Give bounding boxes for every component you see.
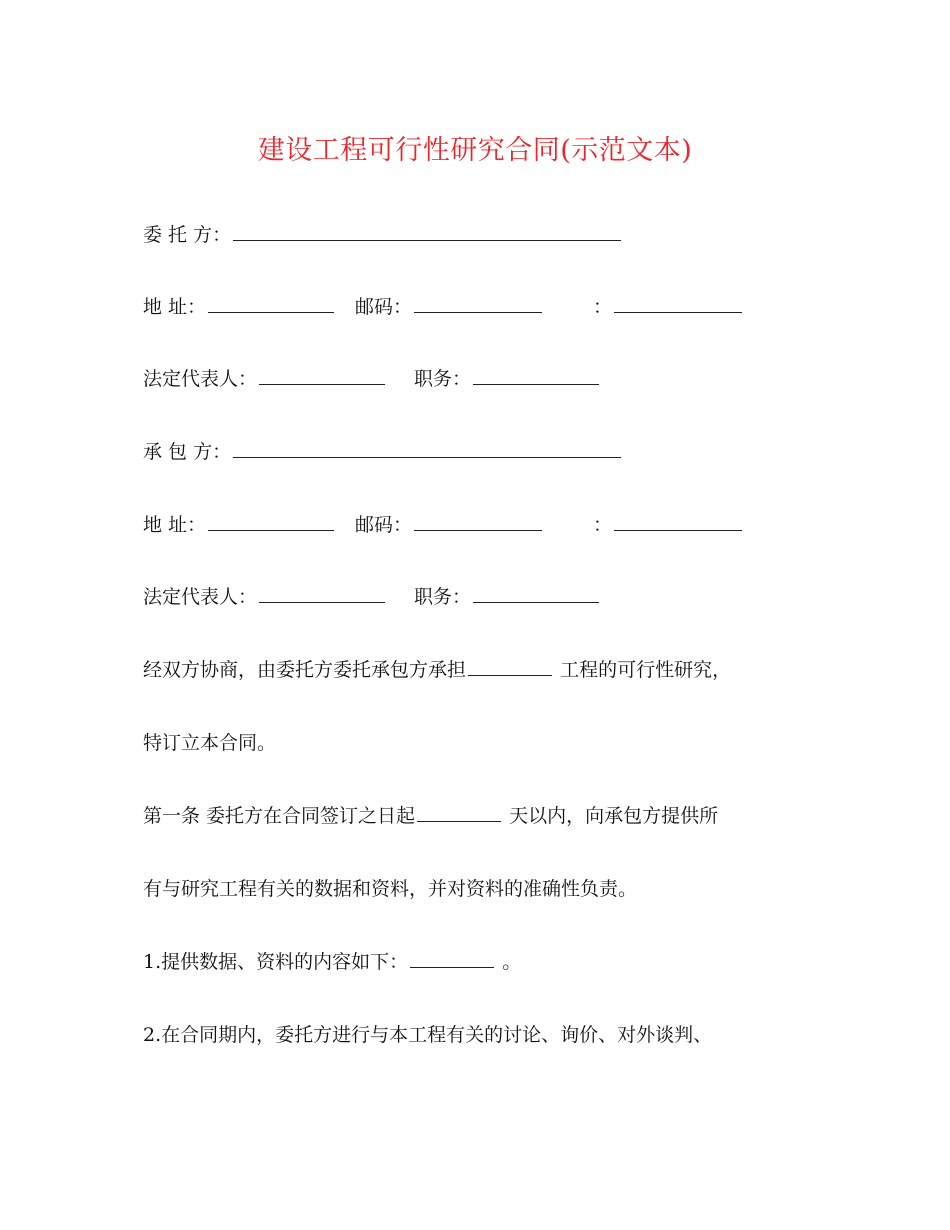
paragraph-intro bbox=[143, 657, 731, 683]
days-blank[interactable] bbox=[417, 803, 501, 822]
party-b-blank[interactable] bbox=[233, 439, 621, 458]
party-b-extra bbox=[593, 512, 744, 538]
paragraph-intro-cont bbox=[143, 730, 276, 756]
paragraph-intro-end: 特订立本合同。 bbox=[143, 732, 277, 754]
party-b-address-line bbox=[143, 512, 336, 538]
party-b-address-blank[interactable] bbox=[208, 512, 334, 531]
article-1-part2: 天以内，向承包方提供所 bbox=[509, 805, 719, 827]
party-b-colon-label: ： bbox=[593, 514, 613, 536]
party-a-line bbox=[143, 222, 623, 248]
party-a-position bbox=[414, 366, 601, 392]
party-b-label: 承 包 方： bbox=[143, 441, 232, 463]
article-1-part3: 有与研究工程有关的数据和资料，并对资料的准确性负责。 bbox=[143, 878, 638, 900]
party-a-address-label: 地 址： bbox=[143, 296, 207, 318]
party-a-extra bbox=[593, 294, 744, 320]
data-content-blank[interactable] bbox=[410, 949, 494, 968]
party-b-position-blank[interactable] bbox=[473, 584, 599, 603]
item-1 bbox=[143, 949, 521, 975]
party-a-rep-line bbox=[143, 366, 387, 392]
party-a-postcode bbox=[355, 294, 544, 320]
party-b-rep-blank[interactable] bbox=[259, 584, 385, 603]
party-b-postcode-blank[interactable] bbox=[414, 512, 542, 531]
party-b-rep-line bbox=[143, 584, 387, 610]
item-1-end: 。 bbox=[502, 951, 522, 973]
item-1-text: 1.提供数据、资料的内容如下： bbox=[143, 951, 409, 973]
paragraph-intro-part1: 经双方协商，由委托方委托承包方承担 bbox=[143, 659, 467, 681]
party-b-position bbox=[414, 584, 601, 610]
party-a-position-blank[interactable] bbox=[473, 366, 599, 385]
article-1-cont bbox=[143, 876, 637, 902]
party-a-address-blank[interactable] bbox=[208, 294, 334, 313]
party-a-blank[interactable] bbox=[233, 222, 621, 241]
party-a-address-line bbox=[143, 294, 336, 320]
party-a-rep-blank[interactable] bbox=[259, 366, 385, 385]
article-1 bbox=[143, 803, 718, 829]
party-b-rep-label: 法定代表人： bbox=[143, 586, 258, 608]
party-a-rep-label: 法定代表人： bbox=[143, 368, 258, 390]
party-b-line bbox=[143, 439, 623, 465]
article-1-part1: 第一条 委托方在合同签订之日起 bbox=[143, 805, 416, 827]
party-a-extra-blank[interactable] bbox=[614, 294, 742, 313]
paragraph-intro-part2: 工程的可行性研究， bbox=[560, 659, 732, 681]
party-a-label: 委 托 方： bbox=[143, 224, 232, 246]
party-a-postcode-label: 邮码： bbox=[355, 296, 413, 318]
item-2-text: 2.在合同期内，委托方进行与本工程有关的讨论、询价、对外谈判、 bbox=[143, 1024, 713, 1046]
party-b-address-label: 地 址： bbox=[143, 514, 207, 536]
party-b-postcode-label: 邮码： bbox=[355, 514, 413, 536]
item-2 bbox=[143, 1022, 712, 1048]
party-b-position-label: 职务： bbox=[414, 586, 472, 608]
party-a-postcode-blank[interactable] bbox=[414, 294, 542, 313]
party-b-postcode bbox=[355, 512, 544, 538]
party-b-extra-blank[interactable] bbox=[614, 512, 742, 531]
project-name-blank[interactable] bbox=[468, 657, 552, 676]
document-title: 建设工程可行性研究合同(示范文本) bbox=[257, 135, 693, 166]
party-a-colon-label: ： bbox=[593, 296, 613, 318]
party-a-position-label: 职务： bbox=[414, 368, 472, 390]
